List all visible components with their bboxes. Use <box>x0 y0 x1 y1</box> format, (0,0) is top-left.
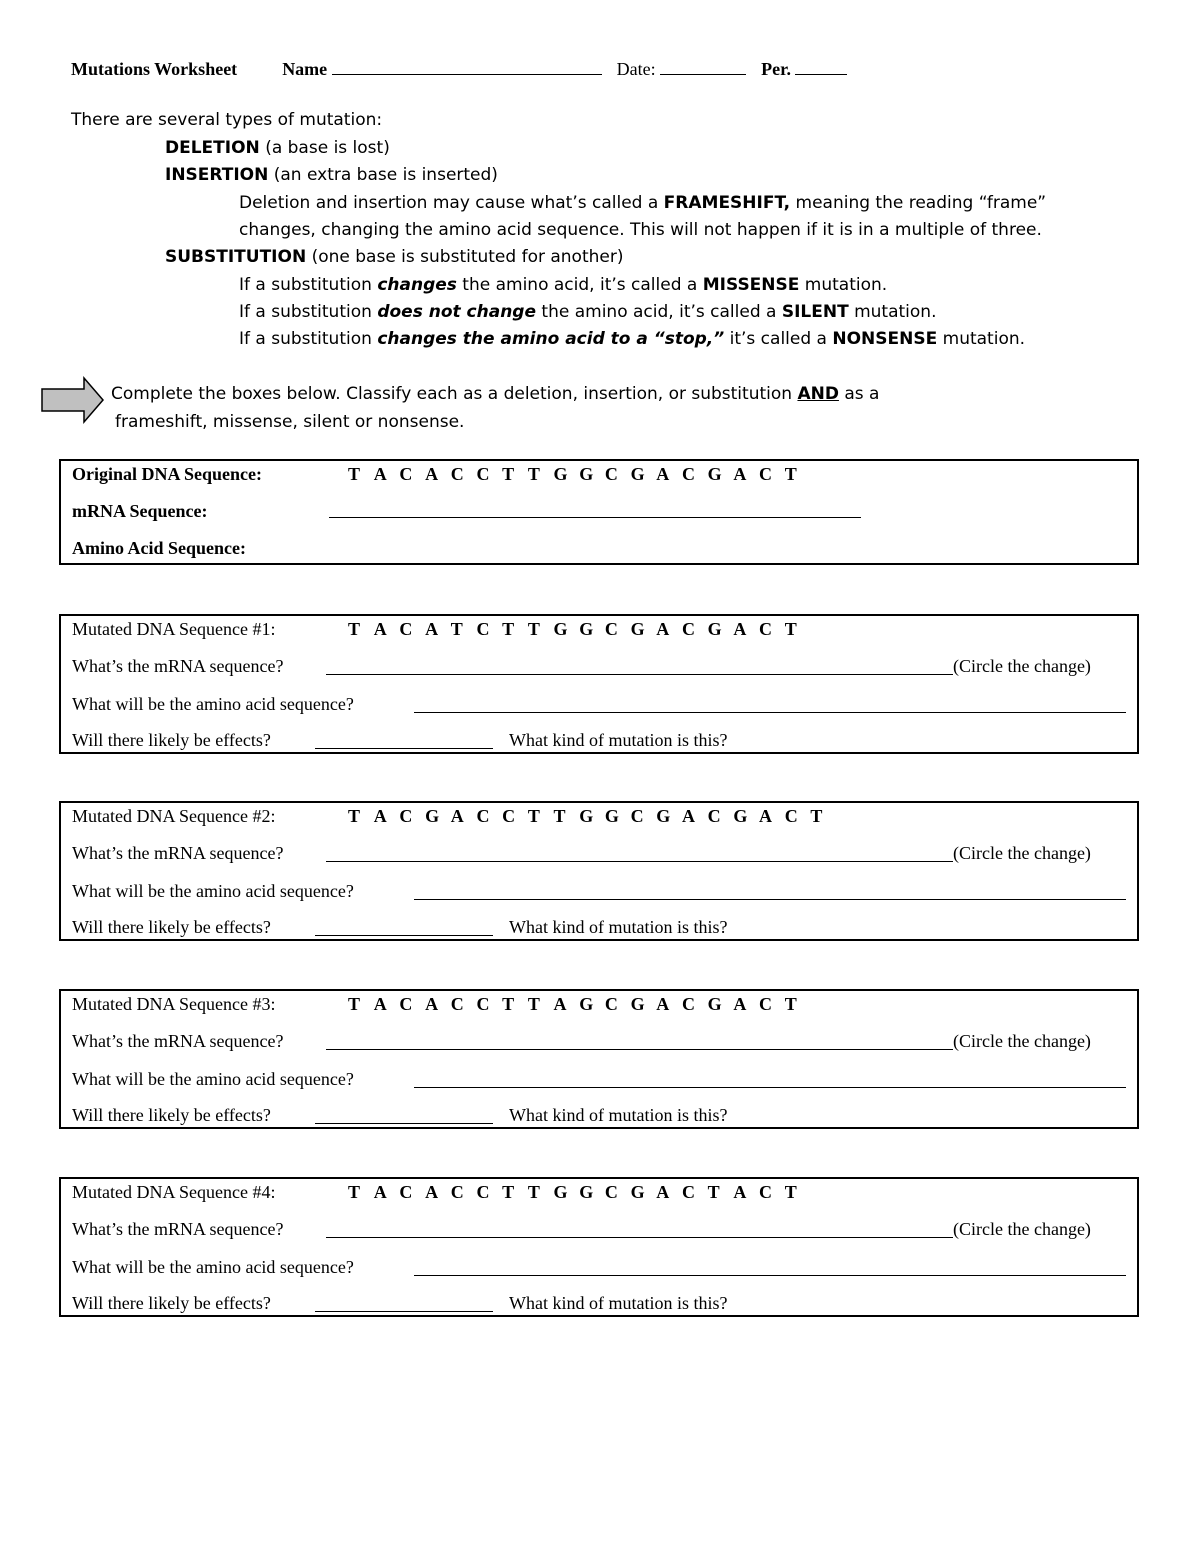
kind-question: What kind of mutation is this? <box>509 1293 728 1313</box>
dna-base: C <box>399 994 413 1014</box>
mrna-question: What’s the mRNA sequence? <box>72 1219 284 1239</box>
mutated-dna-label: Mutated DNA Sequence #1: <box>72 619 276 639</box>
silent-definition <box>239 299 936 326</box>
mutated-dna-row <box>72 994 797 1015</box>
mrna-answer-line[interactable] <box>326 1237 953 1238</box>
frameshift-post: meaning the reading “frame” <box>795 193 1047 213</box>
dna-base: G <box>604 806 619 826</box>
insertion-term: INSERTION <box>165 165 269 185</box>
dna-base: A <box>373 1182 387 1202</box>
dna-base: T <box>810 806 823 826</box>
nonsense-mid: it’s called a <box>729 329 827 349</box>
aa-question: What will be the amino acid sequence? <box>72 694 354 714</box>
dna-base: G <box>579 464 594 484</box>
mutated-sequence-box-2 <box>59 801 1139 941</box>
missense-definition <box>239 272 887 299</box>
mrna-answer-line[interactable] <box>326 861 953 862</box>
dna-base: A <box>425 1182 439 1202</box>
dna-base: A <box>373 464 387 484</box>
dna-base: T <box>784 464 797 484</box>
dna-base: G <box>579 806 594 826</box>
dna-base: C <box>784 806 798 826</box>
dna-base: C <box>707 806 721 826</box>
aa-answer-line[interactable] <box>414 712 1126 713</box>
dna-base: C <box>476 619 490 639</box>
mrna-question-row <box>72 843 283 864</box>
kind-question: What kind of mutation is this? <box>509 730 728 750</box>
period-field[interactable] <box>795 58 847 75</box>
missense-key: changes <box>377 275 457 295</box>
dna-base: C <box>476 464 490 484</box>
dna-base: C <box>450 994 464 1014</box>
right-arrow-icon <box>40 376 106 424</box>
date-field[interactable] <box>660 58 746 75</box>
dna-base: G <box>579 1182 594 1202</box>
dna-base: T <box>553 806 566 826</box>
dna-base: G <box>707 464 722 484</box>
kind-question: What kind of mutation is this? <box>509 917 728 937</box>
dna-base: T <box>784 619 797 639</box>
dna-base: C <box>399 806 413 826</box>
effects-question: Will there likely be effects? <box>72 730 271 750</box>
dna-base: T <box>348 806 361 826</box>
dna-base: G <box>707 994 722 1014</box>
mutated-dna-sequence <box>348 806 836 827</box>
effects-answer-line[interactable] <box>315 1311 493 1312</box>
insertion-desc: (an extra base is inserted) <box>273 165 498 185</box>
dna-base: A <box>656 619 670 639</box>
dna-base: T <box>502 619 515 639</box>
dna-base: G <box>630 994 645 1014</box>
dna-base: C <box>450 464 464 484</box>
mrna-question-row <box>72 1219 283 1240</box>
silent-post: mutation. <box>854 302 937 322</box>
instruction-pre: Complete the boxes below. Classify each as a deletion, insertion, or substitution <box>111 384 793 404</box>
dna-base: G <box>579 994 594 1014</box>
dna-base: A <box>656 1182 670 1202</box>
effects-question: Will there likely be effects? <box>72 1105 271 1125</box>
aa-question: What will be the amino acid sequence? <box>72 1069 354 1089</box>
dna-base: A <box>759 806 772 826</box>
missense-post: mutation. <box>804 275 888 295</box>
mutated-dna-sequence <box>348 1182 810 1203</box>
nonsense-term: NONSENSE <box>832 329 938 349</box>
period-label: Per. <box>761 59 791 79</box>
dna-base: C <box>604 1182 618 1202</box>
effects-question-row <box>72 1293 271 1314</box>
dna-base: T <box>348 464 361 484</box>
insertion-definition <box>165 162 498 189</box>
frameshift-pre: Deletion and insertion may cause what’s called a <box>239 193 659 213</box>
dna-base: A <box>373 806 387 826</box>
dna-base: C <box>604 464 618 484</box>
dna-base: C <box>759 994 772 1014</box>
substitution-term: SUBSTITUTION <box>165 247 307 267</box>
circle-change-note: (Circle the change) <box>953 843 1091 863</box>
date-label: Date: <box>616 59 656 79</box>
dna-base: T <box>502 994 515 1014</box>
dna-base: T <box>348 994 361 1014</box>
dna-base: T <box>348 619 361 639</box>
dna-base: G <box>707 619 722 639</box>
original-mrna-label: mRNA Sequence: <box>72 501 208 521</box>
dna-base: G <box>630 464 645 484</box>
nonsense-key: changes the amino acid to a “stop,” <box>377 329 725 349</box>
silent-term: SILENT <box>781 302 849 322</box>
dna-base: T <box>784 1182 797 1202</box>
silent-pre: If a substitution <box>239 302 372 322</box>
dna-base: T <box>502 464 515 484</box>
dna-base: C <box>476 806 490 826</box>
dna-base: C <box>604 619 618 639</box>
aa-answer-line[interactable] <box>414 1087 1126 1088</box>
silent-key: does not change <box>377 302 537 322</box>
dna-base: C <box>759 464 772 484</box>
mrna-question: What’s the mRNA sequence? <box>72 1031 284 1051</box>
original-aa-row <box>72 538 246 559</box>
dna-base: T <box>527 464 540 484</box>
mrna-question: What’s the mRNA sequence? <box>72 843 284 863</box>
mutated-dna-label: Mutated DNA Sequence #3: <box>72 994 276 1014</box>
dna-base: C <box>604 994 618 1014</box>
mutated-dna-sequence <box>348 994 810 1015</box>
dna-base: C <box>759 1182 772 1202</box>
dna-base: C <box>681 619 695 639</box>
dna-base: G <box>553 619 568 639</box>
dna-base: A <box>450 806 464 826</box>
dna-base: C <box>399 464 413 484</box>
dna-base: A <box>733 619 747 639</box>
instruction-and: AND <box>797 384 839 404</box>
aa-question: What will be the amino acid sequence? <box>72 1257 354 1277</box>
worksheet-title: Mutations Worksheet <box>71 59 238 79</box>
dna-base: A <box>373 994 387 1014</box>
mutated-dna-label: Mutated DNA Sequence #2: <box>72 806 276 826</box>
frameshift-definition <box>239 190 1046 217</box>
original-mrna-row <box>72 501 208 522</box>
dna-base: T <box>784 994 797 1014</box>
mutated-dna-sequence <box>348 619 810 640</box>
dna-base: T <box>527 1182 540 1202</box>
dna-base: G <box>579 619 594 639</box>
aa-question-row <box>72 1257 354 1278</box>
mutated-dna-row <box>72 619 797 640</box>
mutated-dna-row <box>72 806 823 827</box>
deletion-desc: (a base is lost) <box>265 138 390 158</box>
original-dna-sequence <box>348 464 810 485</box>
original-dna-label: Original DNA Sequence: <box>72 464 263 484</box>
name-label: Name <box>282 59 328 79</box>
effects-question-row <box>72 1105 271 1126</box>
aa-question-row <box>72 694 354 715</box>
dna-base: C <box>476 994 490 1014</box>
nonsense-post: mutation. <box>942 329 1026 349</box>
dna-base: G <box>425 806 440 826</box>
worksheet-header <box>71 58 847 80</box>
dna-base: C <box>759 619 772 639</box>
dna-base: A <box>733 1182 747 1202</box>
dna-base: A <box>425 994 439 1014</box>
dna-base: G <box>656 806 671 826</box>
dna-base: C <box>476 1182 490 1202</box>
nonsense-definition <box>239 326 1025 353</box>
deletion-term: DELETION <box>165 138 260 158</box>
mrna-answer-line[interactable] <box>326 674 953 675</box>
instruction-text-line2: frameshift, missense, silent or nonsense. <box>115 412 465 432</box>
instruction-post: as a <box>844 384 880 404</box>
instruction-text <box>111 381 879 408</box>
dna-base: G <box>553 464 568 484</box>
original-mrna-answer-line[interactable] <box>329 517 861 518</box>
aa-question: What will be the amino acid sequence? <box>72 881 354 901</box>
dna-base: A <box>373 619 387 639</box>
effects-answer-line[interactable] <box>315 935 493 936</box>
dna-base: G <box>630 1182 645 1202</box>
dna-base: C <box>502 806 516 826</box>
silent-mid: the amino acid, it’s called a <box>541 302 777 322</box>
dna-base: A <box>733 464 747 484</box>
mutated-sequence-box-3 <box>59 989 1139 1129</box>
dna-base: T <box>450 619 463 639</box>
dna-base: T <box>707 1182 720 1202</box>
dna-base: T <box>502 1182 515 1202</box>
dna-base: A <box>425 464 439 484</box>
intro-lead: There are several types of mutation: <box>71 110 383 130</box>
name-field[interactable] <box>332 58 602 75</box>
original-aa-label: Amino Acid Sequence: <box>72 538 247 558</box>
dna-base: A <box>656 464 670 484</box>
substitution-definition <box>165 244 623 271</box>
dna-base: A <box>681 806 695 826</box>
frameshift-term: FRAMESHIFT, <box>663 193 791 213</box>
dna-base: C <box>450 1182 464 1202</box>
original-dna-row <box>72 464 797 485</box>
effects-question: Will there likely be effects? <box>72 1293 271 1313</box>
dna-base: C <box>399 619 413 639</box>
dna-base: G <box>630 619 645 639</box>
effects-question-row <box>72 730 271 751</box>
dna-base: C <box>681 1182 695 1202</box>
substitution-desc: (one base is substituted for another) <box>311 247 624 267</box>
circle-change-note: (Circle the change) <box>953 1219 1091 1239</box>
dna-base: C <box>681 994 695 1014</box>
dna-base: C <box>399 1182 413 1202</box>
aa-question-row <box>72 1069 354 1090</box>
frameshift-definition-line2: changes, changing the amino acid sequence. This will not happen if it is in a multiple of three. <box>239 220 1042 240</box>
effects-question: Will there likely be effects? <box>72 917 271 937</box>
effects-question-row <box>72 917 271 938</box>
mrna-question-row <box>72 1031 283 1052</box>
aa-question-row <box>72 881 354 902</box>
dna-base: A <box>553 994 567 1014</box>
dna-base: T <box>527 806 540 826</box>
nonsense-pre: If a substitution <box>239 329 372 349</box>
circle-change-note: (Circle the change) <box>953 656 1091 676</box>
mutated-sequence-box-1 <box>59 614 1139 754</box>
mutated-dna-row <box>72 1182 797 1203</box>
dna-base: C <box>681 464 695 484</box>
dna-base: G <box>553 1182 568 1202</box>
dna-base: C <box>630 806 644 826</box>
aa-answer-line[interactable] <box>414 1275 1126 1276</box>
mrna-answer-line[interactable] <box>326 1049 953 1050</box>
original-sequence-box <box>59 459 1139 565</box>
mutated-sequence-box-4 <box>59 1177 1139 1317</box>
dna-base: A <box>425 619 439 639</box>
circle-change-note: (Circle the change) <box>953 1031 1091 1051</box>
dna-base: T <box>527 994 540 1014</box>
kind-question: What kind of mutation is this? <box>509 1105 728 1125</box>
mrna-question: What’s the mRNA sequence? <box>72 656 284 676</box>
missense-mid: the amino acid, it’s called a <box>462 275 698 295</box>
dna-base: T <box>527 619 540 639</box>
mutated-dna-label: Mutated DNA Sequence #4: <box>72 1182 276 1202</box>
missense-pre: If a substitution <box>239 275 372 295</box>
deletion-definition <box>165 135 390 162</box>
missense-term: MISSENSE <box>702 275 800 295</box>
dna-base: T <box>348 1182 361 1202</box>
dna-base: G <box>733 806 748 826</box>
dna-base: A <box>656 994 670 1014</box>
mrna-question-row <box>72 656 283 677</box>
effects-answer-line[interactable] <box>315 1123 493 1124</box>
aa-answer-line[interactable] <box>414 899 1126 900</box>
effects-answer-line[interactable] <box>315 748 493 749</box>
dna-base: A <box>733 994 747 1014</box>
